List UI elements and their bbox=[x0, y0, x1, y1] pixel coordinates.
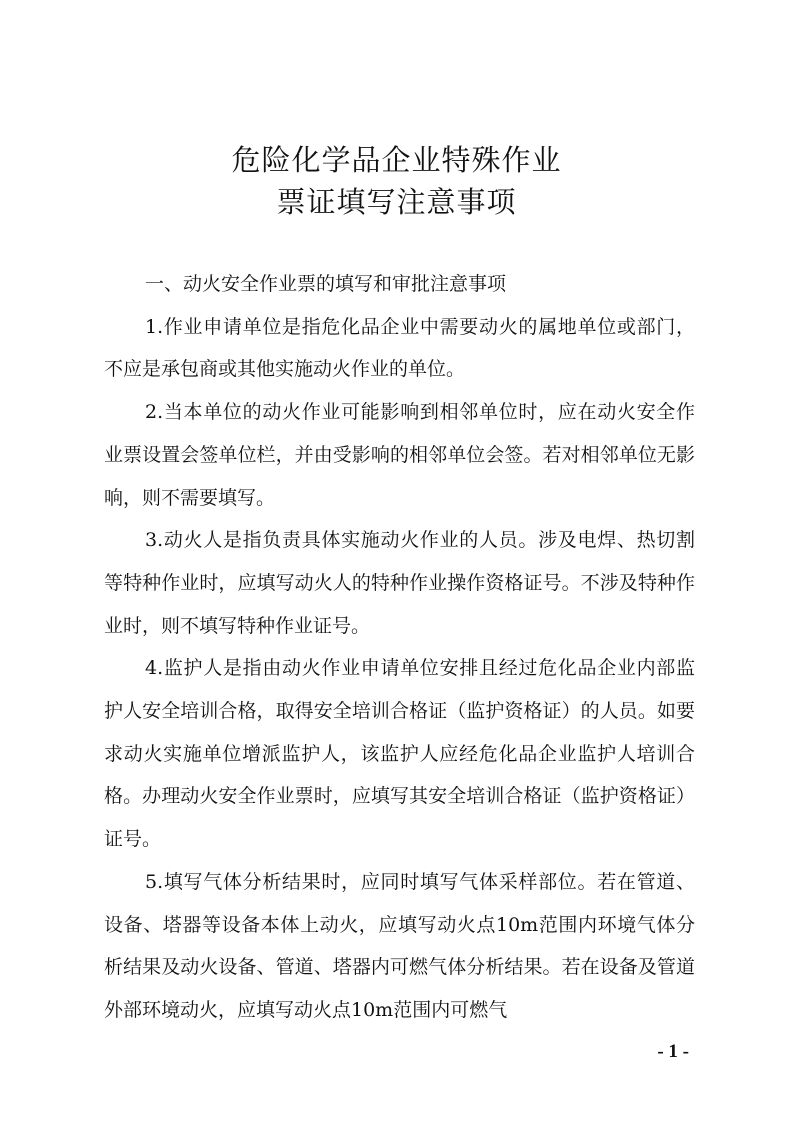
paragraph-5: 5.填写气体分析结果时，应同时填写气体采样部位。若在管道、设备、塔器等设备本体上动火，应填写动火点10m范围内环境气体分析结果及动火设备、管道、塔器内可燃气体分析结果。若在设备及管道外部环境动火，应填写动火点10m范围内可燃气 bbox=[104, 870, 695, 1021]
section-heading: 一、动火安全作业票的填写和审批注意事项 bbox=[145, 273, 507, 295]
paragraph-3: 3.动火人是指负责具体实施动火作业的人员。涉及电焊、热切割等特种作业时，应填写动火人的特种作业操作资格证号。不涉及特种作业时，则不填写特种作业证号。 bbox=[104, 529, 695, 637]
document-title-line1: 危险化学品企业特殊作业 bbox=[231, 143, 562, 177]
paragraph-2: 2.当本单位的动火作业可能影响到相邻单位时，应在动火安全作业票设置会签单位栏，并由受影响的相邻单位会签。若对相邻单位无影响，则不需要填写。 bbox=[104, 401, 695, 509]
document-title-line2: 票证填写注意事项 bbox=[276, 185, 517, 219]
paragraph-4: 4.监护人是指由动火作业申请单位安排且经过危化品企业内部监护人安全培训合格，取得安全培训合格证（监护资格证）的人员。如要求动火实施单位增派监护人，该监护人应经危化品企业监护人培训合格。办理动火安全作业票时，应填写其安全培训合格证（监护资格证）证号。 bbox=[104, 657, 695, 851]
paragraph-1: 1.作业申请单位是指危化品企业中需要动火的属地单位或部门，不应是承包商或其他实施动火作业的单位。 bbox=[104, 315, 695, 381]
page-number: - 1 - bbox=[657, 1041, 689, 1062]
document-body bbox=[104, 263, 695, 1032]
